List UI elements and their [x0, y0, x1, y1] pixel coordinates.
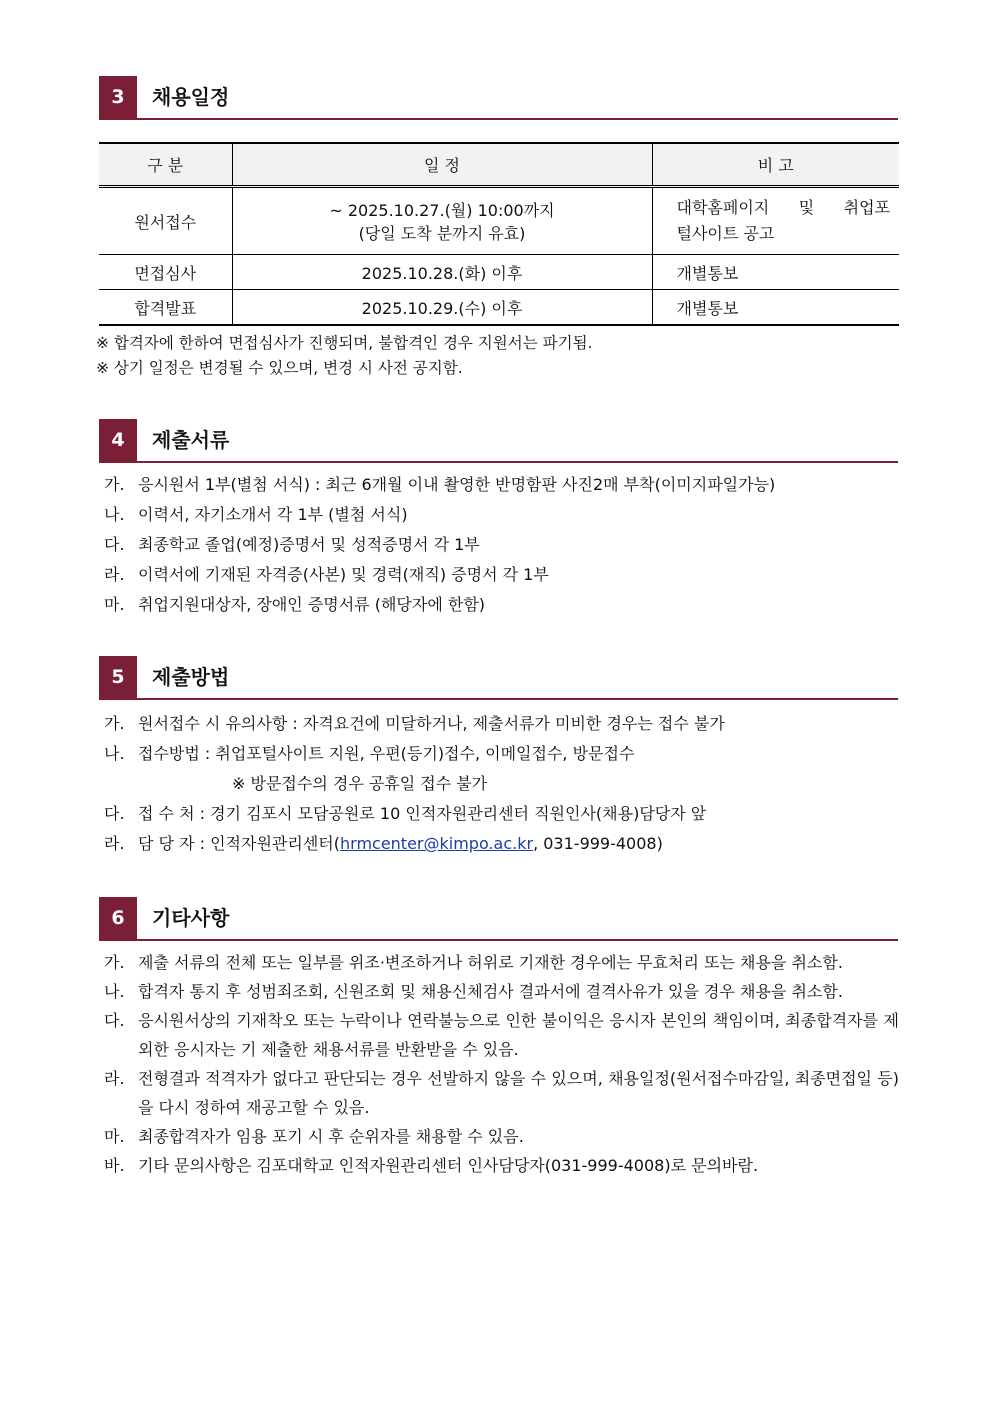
item-marker: 다. — [104, 804, 125, 823]
item-marker: 마. — [104, 1127, 125, 1146]
section-number: 6 — [99, 897, 137, 939]
item-text: 이력서, 자기소개서 각 1부 (별첨 서식) — [138, 505, 408, 524]
table-row — [99, 290, 899, 326]
item-text: 취업지원대상자, 장애인 증명서류 (해당자에 한함) — [138, 595, 486, 614]
item-marker: 마. — [104, 595, 125, 614]
list-item — [104, 1006, 899, 1064]
item-text: 전형결과 적격자가 없다고 판단되는 경우 선발하지 않을 수 있으며, 채용일정(원서접수마감일, 최종면접일 등)을 다시 정하여 재공고할 수 있음. — [138, 1069, 899, 1117]
list-item — [104, 799, 899, 829]
section-6-header — [99, 897, 898, 941]
row-label: 면접심사 — [99, 255, 232, 290]
item-text: 담 당 자 : 인적자원관리센터( — [138, 834, 340, 853]
section-title: 제출방법 — [152, 665, 230, 689]
documents-list — [104, 470, 899, 620]
section-number: 5 — [99, 656, 137, 698]
item-text: ※ 방문접수의 경우 공휴일 접수 불가 — [232, 774, 488, 793]
item-marker: 가. — [104, 475, 125, 494]
item-text: 최종학교 졸업(예정)증명서 및 성적증명서 각 1부 — [138, 535, 480, 554]
note-line: 대학홈페이지 및 취업포 — [676, 198, 890, 217]
row-label: 합격발표 — [99, 290, 232, 326]
list-item — [104, 500, 899, 530]
note-text: ※ 합격자에 한하여 면접심사가 진행되며, 불합격인 경우 지원서는 파기됨. — [96, 334, 593, 352]
list-item — [104, 709, 899, 739]
list-item — [104, 1151, 899, 1180]
item-text: 접 수 처 : 경기 김포시 모담공원로 10 인적자원관리센터 직원인사(채용)담당자 앞 — [138, 804, 707, 823]
item-marker: 다. — [104, 1011, 125, 1030]
row-date: 2025.10.28.(화) 이후 — [232, 255, 652, 290]
list-item — [104, 948, 899, 977]
list-item — [104, 470, 899, 500]
schedule-notes — [96, 331, 592, 381]
item-text: 응시원서 1부(별첨 서식) : 최근 6개월 이내 촬영한 반명함판 사진2매 부착(이미지파일가능) — [138, 475, 776, 494]
section-4-header — [99, 419, 898, 463]
list-item — [104, 560, 899, 590]
list-item — [104, 739, 899, 769]
list-item — [104, 1064, 899, 1122]
list-item — [104, 829, 899, 859]
item-text: , 031-999-4008) — [533, 834, 663, 853]
row-date: 2025.10.29.(수) 이후 — [232, 290, 652, 326]
item-marker: 나. — [104, 982, 125, 1001]
section-5-header — [99, 656, 898, 700]
table-header-row — [99, 143, 899, 187]
item-marker: 나. — [104, 744, 125, 763]
row-date — [232, 187, 652, 255]
item-text: 기타 문의사항은 김포대학교 인적자원관리센터 인사담당자(031-999-4008)로 문의바람. — [138, 1156, 759, 1175]
item-marker: 라. — [104, 1069, 125, 1088]
item-marker: 라. — [104, 565, 125, 584]
note-text: ※ 상기 일정은 변경될 수 있으며, 변경 시 사전 공지함. — [96, 359, 463, 377]
others-list — [104, 948, 899, 1180]
methods-list — [104, 709, 899, 859]
section-number: 4 — [99, 419, 137, 461]
item-text: 원서접수 시 유의사항 : 자격요건에 미달하거나, 제출서류가 미비한 경우는 접수 불가 — [138, 714, 725, 733]
row-label: 원서접수 — [99, 187, 232, 255]
list-item — [104, 977, 899, 1006]
section-3-header — [99, 76, 898, 120]
item-marker: 가. — [104, 714, 125, 733]
section-title: 기타사항 — [152, 906, 230, 930]
column-header: 일 정 — [232, 143, 652, 187]
item-text: 최종합격자가 임용 포기 시 후 순위자를 채용할 수 있음. — [138, 1127, 524, 1146]
item-marker: 라. — [104, 834, 125, 853]
column-header: 비 고 — [652, 143, 899, 187]
item-marker: 나. — [104, 505, 125, 524]
note-line: 털사이트 공고 — [676, 224, 775, 243]
list-subitem — [104, 769, 899, 799]
item-text: 이력서에 기재된 자격증(사본) 및 경력(재직) 증명서 각 1부 — [138, 565, 549, 584]
section-title: 채용일정 — [152, 85, 230, 109]
email-link[interactable]: hrmcenter@kimpo.ac.kr — [340, 834, 534, 853]
date-line: ~ 2025.10.27.(월) 10:00까지 — [329, 201, 555, 220]
column-header: 구 분 — [99, 143, 232, 187]
row-note — [652, 187, 899, 255]
list-item — [104, 1122, 899, 1151]
row-note: 개별통보 — [652, 255, 899, 290]
section-title: 제출서류 — [152, 428, 230, 452]
item-marker: 바. — [104, 1156, 125, 1175]
list-item — [104, 590, 899, 620]
item-marker: 가. — [104, 953, 125, 972]
item-text: 응시원서상의 기재착오 또는 누락이나 연락불능으로 인한 불이익은 응시자 본인의 책임이며, 최종합격자를 제외한 응시자는 기 제출한 채용서류를 반환받을 수 있음. — [138, 1011, 899, 1059]
item-marker: 다. — [104, 535, 125, 554]
date-line: (당일 도착 분까지 유효) — [358, 224, 526, 243]
schedule-table — [99, 142, 899, 326]
table-row — [99, 187, 899, 255]
item-text: 제출 서류의 전체 또는 일부를 위조·변조하거나 허위로 기재한 경우에는 무효처리 또는 채용을 취소함. — [138, 953, 843, 972]
item-text: 접수방법 : 취업포털사이트 지원, 우편(등기)접수, 이메일접수, 방문접수 — [138, 744, 635, 763]
section-number: 3 — [99, 76, 137, 118]
list-item — [104, 530, 899, 560]
item-text: 합격자 통지 후 성범죄조회, 신원조회 및 채용신체검사 결과서에 결격사유가 있을 경우 채용을 취소함. — [138, 982, 843, 1001]
table-row — [99, 255, 899, 290]
row-note: 개별통보 — [652, 290, 899, 326]
